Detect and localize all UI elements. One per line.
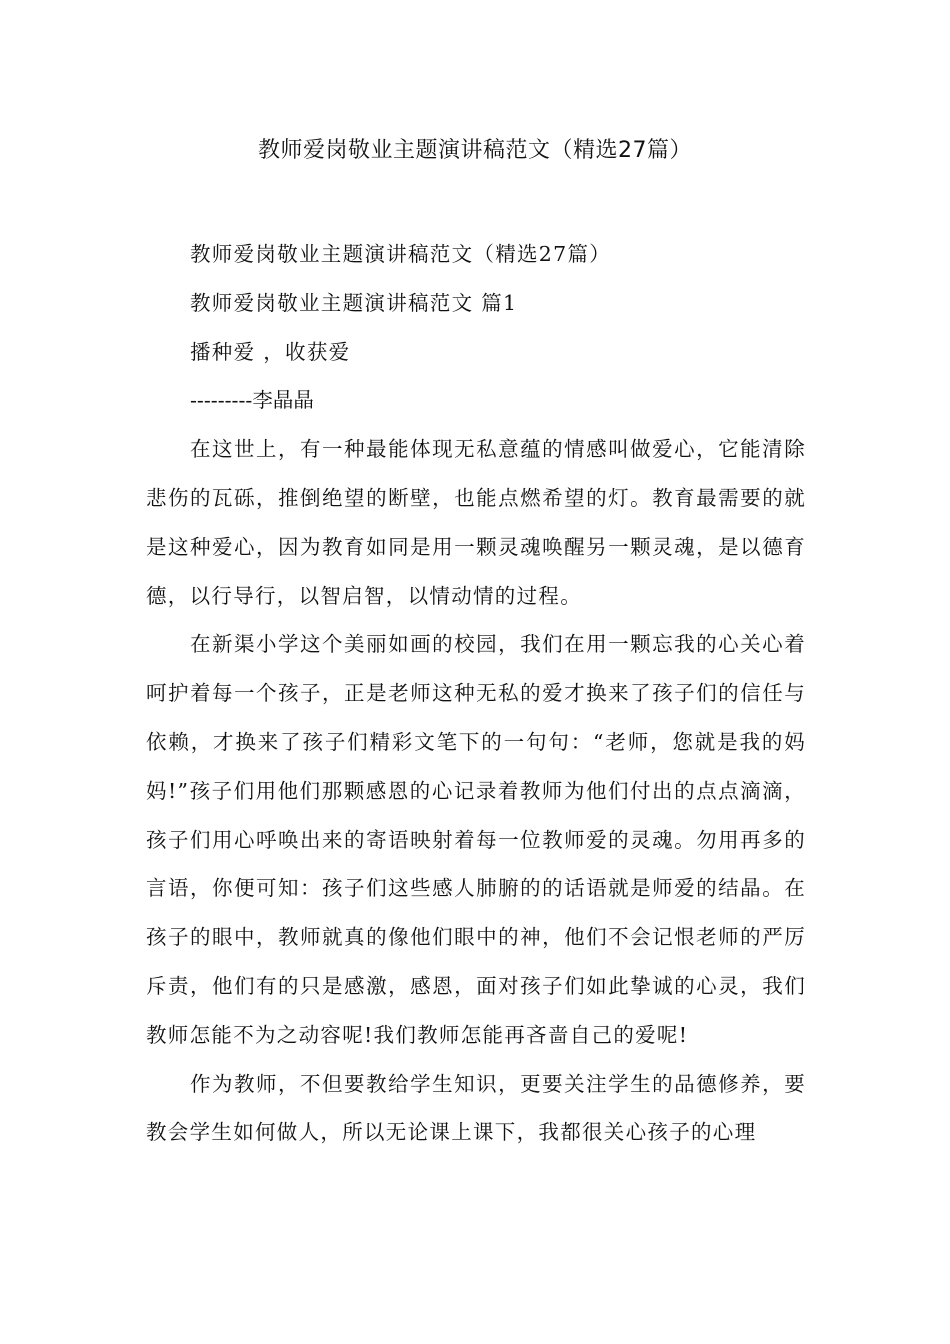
paragraph-3: 作为教师，不但要教给学生知识，更要关注学生的品德修养，要教会学生如何做人，所以无论课上课下，我都很关心孩子的心理 — [146, 1071, 806, 1145]
paragraph-2: 在新渠小学这个美丽如画的校园，我们在用一颗忘我的心关心着呵护着每一个孩子，正是老师这种无私的爱才换来了孩子们的信任与依赖，才换来了孩子们精彩文笔下的一句句：“老师，您就是我的妈妈!”孩子们用他们那颗感恩的心记录着教师为他们付出的点点滴滴，孩子们用心呼唤出来的寄语映射着每一位教师爱的灵魂。勿用再多的言语，你便可知：孩子们这些感人肺腑的的话语就是师爱的结晶。在孩子的眼中，教师就真的像他们眼中的神，他们不会记恨老师的严厉斥责，他们有的只是感激，感恩，面对孩子们如此挚诚的心灵，我们教师怎能不为之动容呢!我们教师怎能再吝啬自己的爱呢! — [146, 632, 806, 1047]
speech-title: 播种爱 ，收获爱 — [190, 339, 351, 364]
document-title: 教师爱岗敬业主题演讲稿范文（精选27篇） — [258, 138, 692, 163]
section-heading: 教师爱岗敬业主题演讲稿范文 篇1 — [190, 290, 518, 315]
subtitle-line: 教师爱岗敬业主题演讲稿范文（精选27篇） — [190, 242, 612, 266]
paragraph-1: 在这世上，有一种最能体现无私意蕴的情感叫做爱心，它能清除悲伤的瓦砾，推倒绝望的断壁，也能点燃希望的灯。教育最需要的就是这种爱心，因为教育如同是用一颗灵魂唤醒另一颗灵魂，是以德育德，以行导行，以智启智，以情动情的过程。 — [146, 437, 806, 608]
document-body — [146, 230, 806, 1157]
author-line: ---------李晶晶 — [190, 388, 314, 413]
